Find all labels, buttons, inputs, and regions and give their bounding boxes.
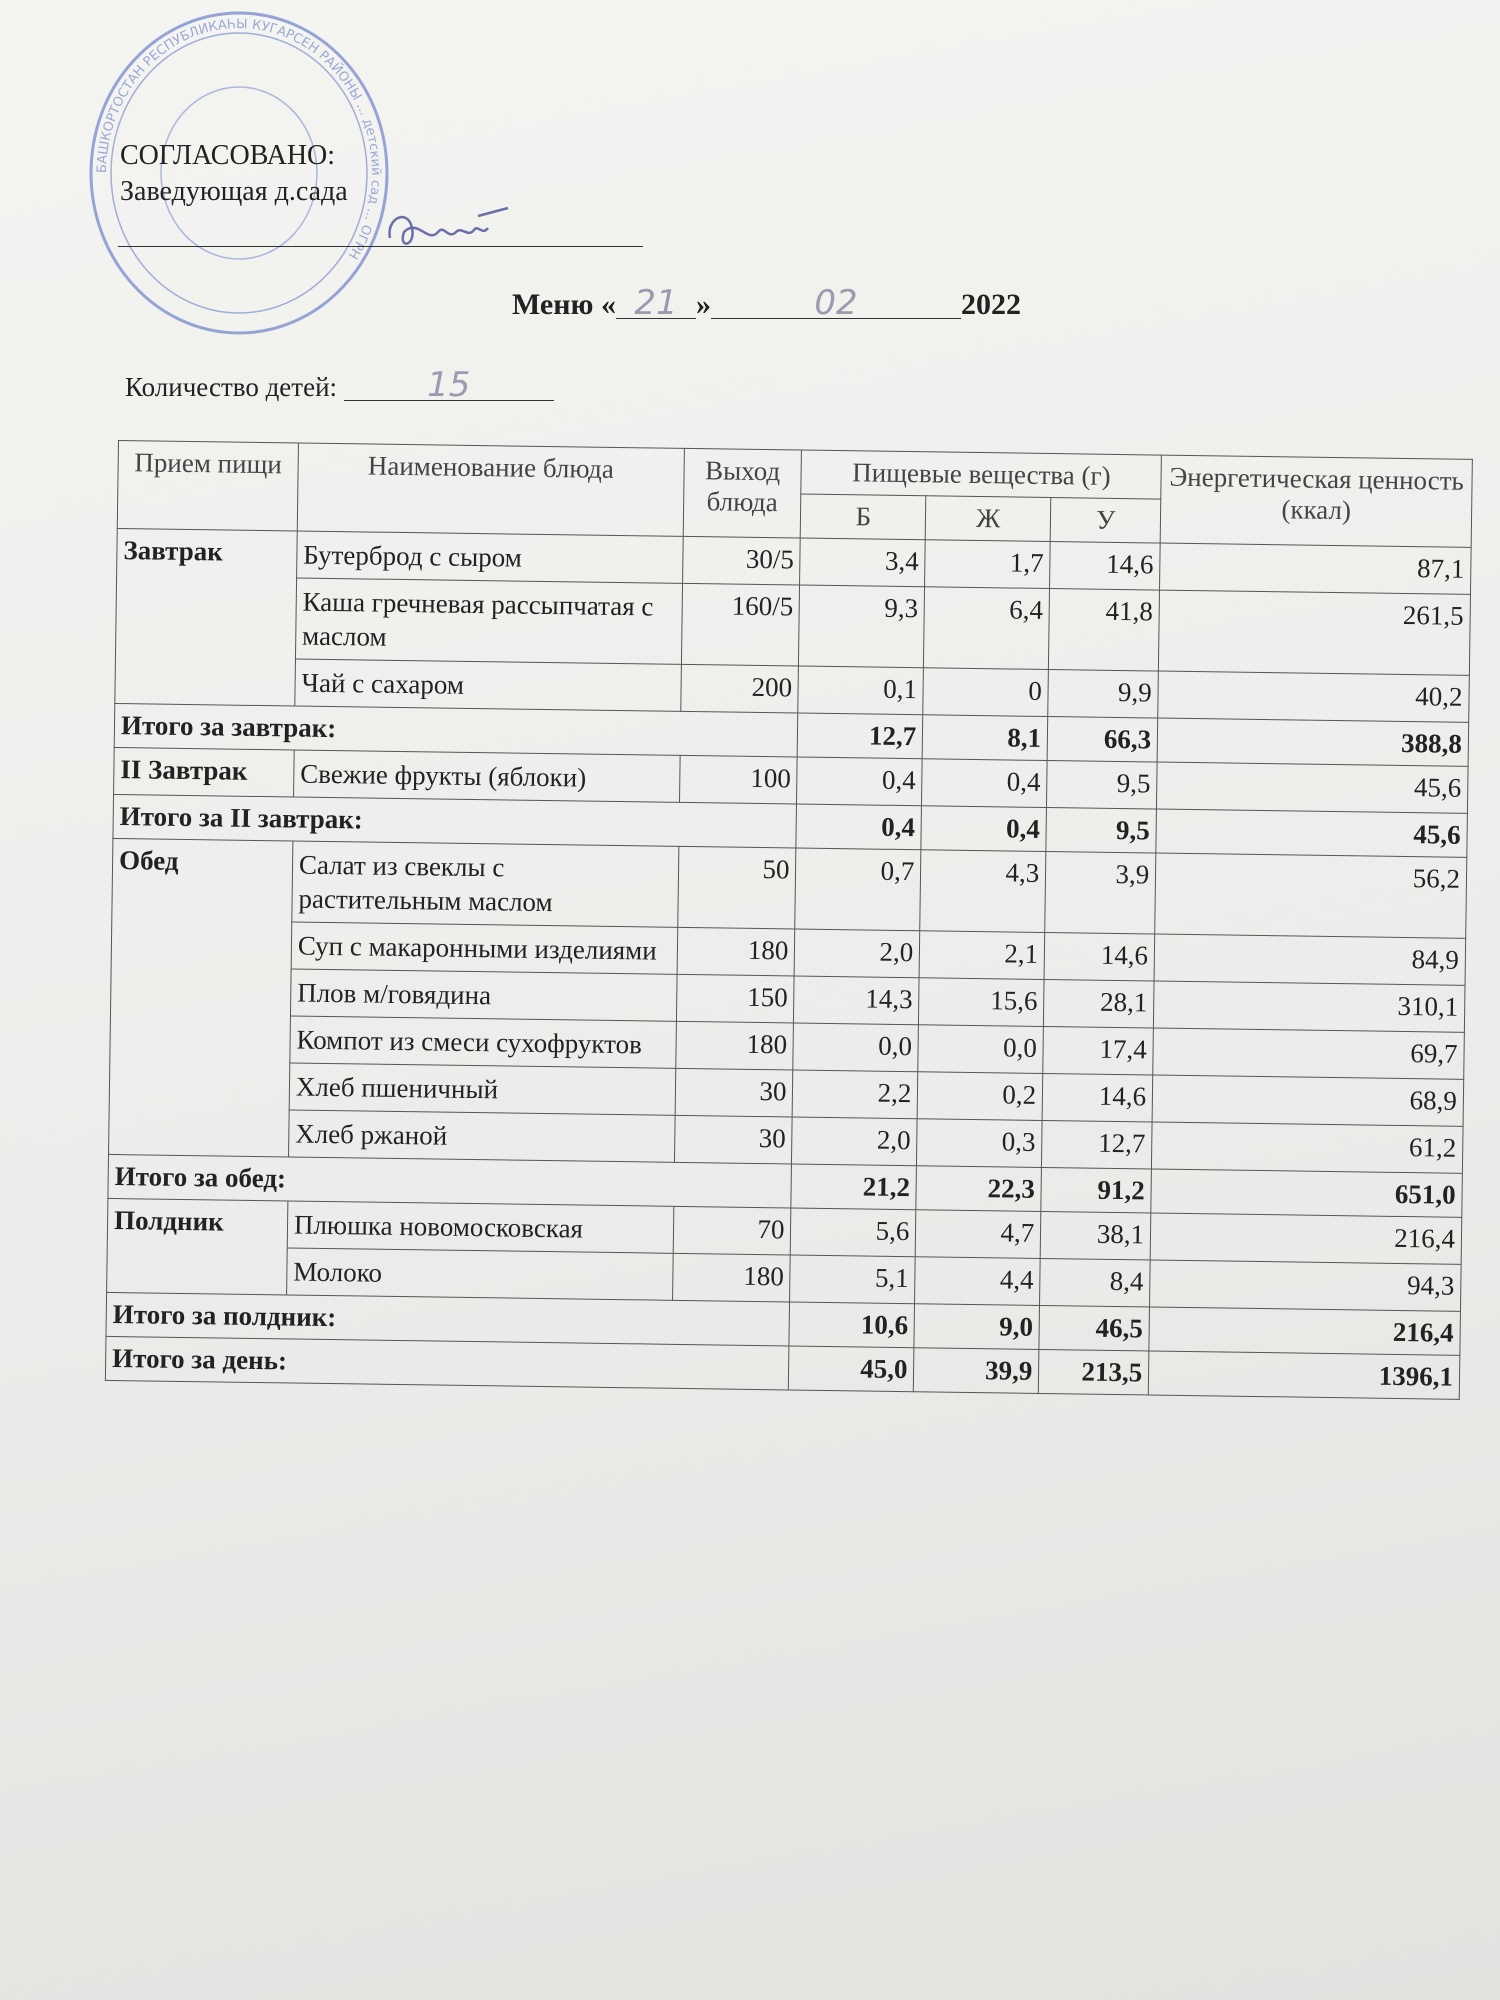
dish-output: 30 bbox=[674, 1115, 793, 1164]
approval-position: Заведующая д.сада bbox=[120, 176, 348, 207]
children-label: Количество детей: bbox=[125, 372, 338, 402]
total-fat: 9,0 bbox=[914, 1304, 1039, 1350]
dish-protein: 5,6 bbox=[791, 1208, 917, 1257]
dish-output: 200 bbox=[680, 664, 799, 713]
dish-name: Хлеб ржаной bbox=[288, 1110, 674, 1162]
day-total-fat: 39,9 bbox=[914, 1348, 1039, 1394]
meal-name: II Завтрак bbox=[114, 747, 295, 797]
children-count bbox=[125, 365, 554, 405]
meal-name: Обед bbox=[109, 838, 293, 1156]
dish-carbs: 9,9 bbox=[1048, 670, 1159, 719]
dish-carbs: 41,8 bbox=[1049, 589, 1160, 672]
total-carbs: 46,5 bbox=[1039, 1305, 1150, 1351]
dish-fat: 15,6 bbox=[919, 978, 1045, 1027]
approval-label: СОГЛАСОВАНО: bbox=[120, 140, 336, 171]
dish-name: Бутерброд с сыром bbox=[296, 531, 682, 583]
dish-energy: 94,3 bbox=[1150, 1260, 1461, 1311]
total-protein: 21,2 bbox=[791, 1164, 916, 1210]
dish-carbs: 14,6 bbox=[1044, 932, 1155, 981]
dish-output: 100 bbox=[679, 755, 798, 804]
dish-carbs: 3,9 bbox=[1045, 851, 1156, 934]
header-zh: Ж bbox=[926, 496, 1051, 542]
day-total-label: Итого за день: bbox=[105, 1336, 789, 1390]
dish-name: Свежие фрукты (яблоки) bbox=[293, 750, 679, 802]
day-total-carbs: 213,5 bbox=[1039, 1349, 1150, 1395]
dish-carbs: 8,4 bbox=[1040, 1258, 1151, 1307]
dish-energy: 56,2 bbox=[1155, 853, 1467, 938]
menu-table bbox=[105, 440, 1473, 1400]
header-output: Выход блюда bbox=[683, 448, 802, 538]
dish-carbs: 17,4 bbox=[1043, 1026, 1154, 1075]
header-meal: Прием пищи bbox=[117, 441, 298, 532]
total-carbs: 9,5 bbox=[1046, 808, 1157, 854]
dish-name: Каша гречневая рассыпчатая с маслом bbox=[295, 578, 682, 664]
dish-name: Плов м/говядина bbox=[290, 969, 676, 1021]
dish-energy: 261,5 bbox=[1159, 590, 1471, 675]
dish-output: 160/5 bbox=[681, 583, 800, 666]
dish-name: Хлеб пшеничный bbox=[289, 1063, 675, 1115]
dish-energy: 84,9 bbox=[1154, 934, 1465, 985]
menu-title-mid: » bbox=[695, 288, 711, 321]
header-energy: Энергетическая ценность (ккал) bbox=[1160, 455, 1472, 547]
dish-energy: 68,9 bbox=[1152, 1075, 1463, 1126]
dish-carbs: 28,1 bbox=[1044, 979, 1155, 1028]
dish-energy: 61,2 bbox=[1152, 1122, 1463, 1173]
dish-output: 30 bbox=[675, 1068, 794, 1117]
dish-protein: 0,7 bbox=[795, 848, 921, 931]
header-nutrients: Пищевые вещества (г) bbox=[801, 450, 1161, 499]
dish-fat: 0,0 bbox=[918, 1025, 1044, 1074]
total-energy: 651,0 bbox=[1151, 1169, 1462, 1217]
dish-fat: 4,3 bbox=[920, 850, 1046, 933]
dish-protein: 9,3 bbox=[799, 585, 925, 668]
total-label: Итого за обед: bbox=[108, 1154, 792, 1208]
dish-protein: 3,4 bbox=[800, 538, 926, 587]
dish-fat: 4,7 bbox=[916, 1210, 1042, 1259]
total-energy: 216,4 bbox=[1149, 1307, 1460, 1355]
dish-output: 180 bbox=[675, 1021, 794, 1070]
dish-output: 70 bbox=[673, 1206, 792, 1255]
total-fat: 0,4 bbox=[921, 806, 1046, 852]
meal-name: Полдник bbox=[107, 1198, 288, 1295]
header-dish: Наименование блюда bbox=[297, 443, 684, 536]
day-total-protein: 45,0 bbox=[789, 1346, 914, 1392]
dish-energy: 40,2 bbox=[1158, 671, 1469, 722]
menu-year: 2022 bbox=[960, 288, 1021, 321]
header-u: У bbox=[1050, 498, 1161, 544]
children-value: 15 bbox=[344, 370, 554, 401]
dish-energy: 310,1 bbox=[1154, 981, 1465, 1032]
dish-output: 50 bbox=[677, 846, 796, 929]
dish-carbs: 14,6 bbox=[1042, 1073, 1153, 1122]
dish-name: Плюшка новомосковская bbox=[287, 1201, 673, 1253]
dish-name: Суп с макаронными изделиями bbox=[291, 922, 677, 974]
menu-day: 21 bbox=[616, 288, 696, 319]
dish-name: Чай с сахаром bbox=[295, 659, 681, 711]
dish-name: Молоко bbox=[286, 1248, 672, 1300]
dish-protein: 2,0 bbox=[792, 1117, 918, 1166]
dish-energy: 45,6 bbox=[1157, 762, 1468, 813]
dish-protein: 14,3 bbox=[794, 976, 920, 1025]
menu-title bbox=[512, 283, 1021, 323]
header-b: Б bbox=[801, 494, 926, 540]
dish-protein: 2,2 bbox=[793, 1070, 919, 1119]
signature-icon bbox=[378, 188, 518, 268]
dish-energy: 87,1 bbox=[1160, 543, 1471, 594]
meal-name: Завтрак bbox=[115, 528, 297, 705]
dish-fat: 4,4 bbox=[915, 1257, 1041, 1306]
dish-output: 180 bbox=[677, 927, 796, 976]
dish-output: 150 bbox=[676, 974, 795, 1023]
dish-fat: 0,3 bbox=[917, 1119, 1043, 1168]
dish-carbs: 14,6 bbox=[1050, 542, 1161, 591]
dish-fat: 0,4 bbox=[922, 759, 1048, 808]
dish-protein: 2,0 bbox=[795, 929, 921, 978]
dish-protein: 0,4 bbox=[797, 757, 923, 806]
dish-protein: 0,0 bbox=[793, 1023, 919, 1072]
total-label: Итого за II завтрак: bbox=[113, 794, 797, 848]
total-carbs: 91,2 bbox=[1041, 1167, 1152, 1213]
dish-protein: 5,1 bbox=[790, 1255, 916, 1304]
dish-fat: 1,7 bbox=[925, 540, 1051, 589]
dish-output: 180 bbox=[672, 1253, 791, 1302]
total-energy: 45,6 bbox=[1156, 809, 1467, 857]
dish-carbs: 38,1 bbox=[1040, 1211, 1151, 1260]
dish-carbs: 12,7 bbox=[1042, 1120, 1153, 1169]
menu-month: 02 bbox=[711, 288, 961, 319]
menu-table-body bbox=[105, 528, 1471, 1399]
dish-name: Компот из смеси сухофруктов bbox=[290, 1016, 676, 1068]
total-protein: 10,6 bbox=[789, 1302, 914, 1348]
dish-fat: 0,2 bbox=[917, 1072, 1043, 1121]
total-carbs: 66,3 bbox=[1047, 717, 1158, 763]
dish-energy: 216,4 bbox=[1150, 1213, 1461, 1264]
approval-block bbox=[120, 138, 348, 210]
dish-energy: 69,7 bbox=[1153, 1028, 1464, 1079]
signature-line bbox=[118, 246, 643, 247]
day-total-energy: 1396,1 bbox=[1148, 1351, 1459, 1399]
total-fat: 22,3 bbox=[916, 1166, 1041, 1212]
total-label: Итого за завтрак: bbox=[114, 703, 798, 757]
dish-name: Салат из свеклы с растительным маслом bbox=[292, 841, 679, 927]
dish-carbs: 9,5 bbox=[1047, 761, 1158, 810]
dish-fat: 6,4 bbox=[924, 587, 1050, 670]
dish-output: 30/5 bbox=[682, 536, 801, 585]
total-protein: 0,4 bbox=[796, 804, 921, 850]
dish-fat: 2,1 bbox=[919, 931, 1045, 980]
total-fat: 8,1 bbox=[922, 715, 1047, 761]
total-label: Итого за полдник: bbox=[106, 1292, 790, 1346]
total-protein: 12,7 bbox=[798, 713, 923, 759]
menu-title-prefix: Меню « bbox=[512, 288, 616, 321]
stamp-text: БАШКОРТОСТАН РЕСПУБЛИКАҺЫ КУГАРСЕН РАЙОНЫ ... детский сад ... ОГРН bbox=[94, 16, 384, 262]
dish-protein: 0,1 bbox=[798, 666, 924, 715]
total-energy: 388,8 bbox=[1157, 718, 1468, 766]
dish-fat: 0 bbox=[923, 668, 1049, 717]
